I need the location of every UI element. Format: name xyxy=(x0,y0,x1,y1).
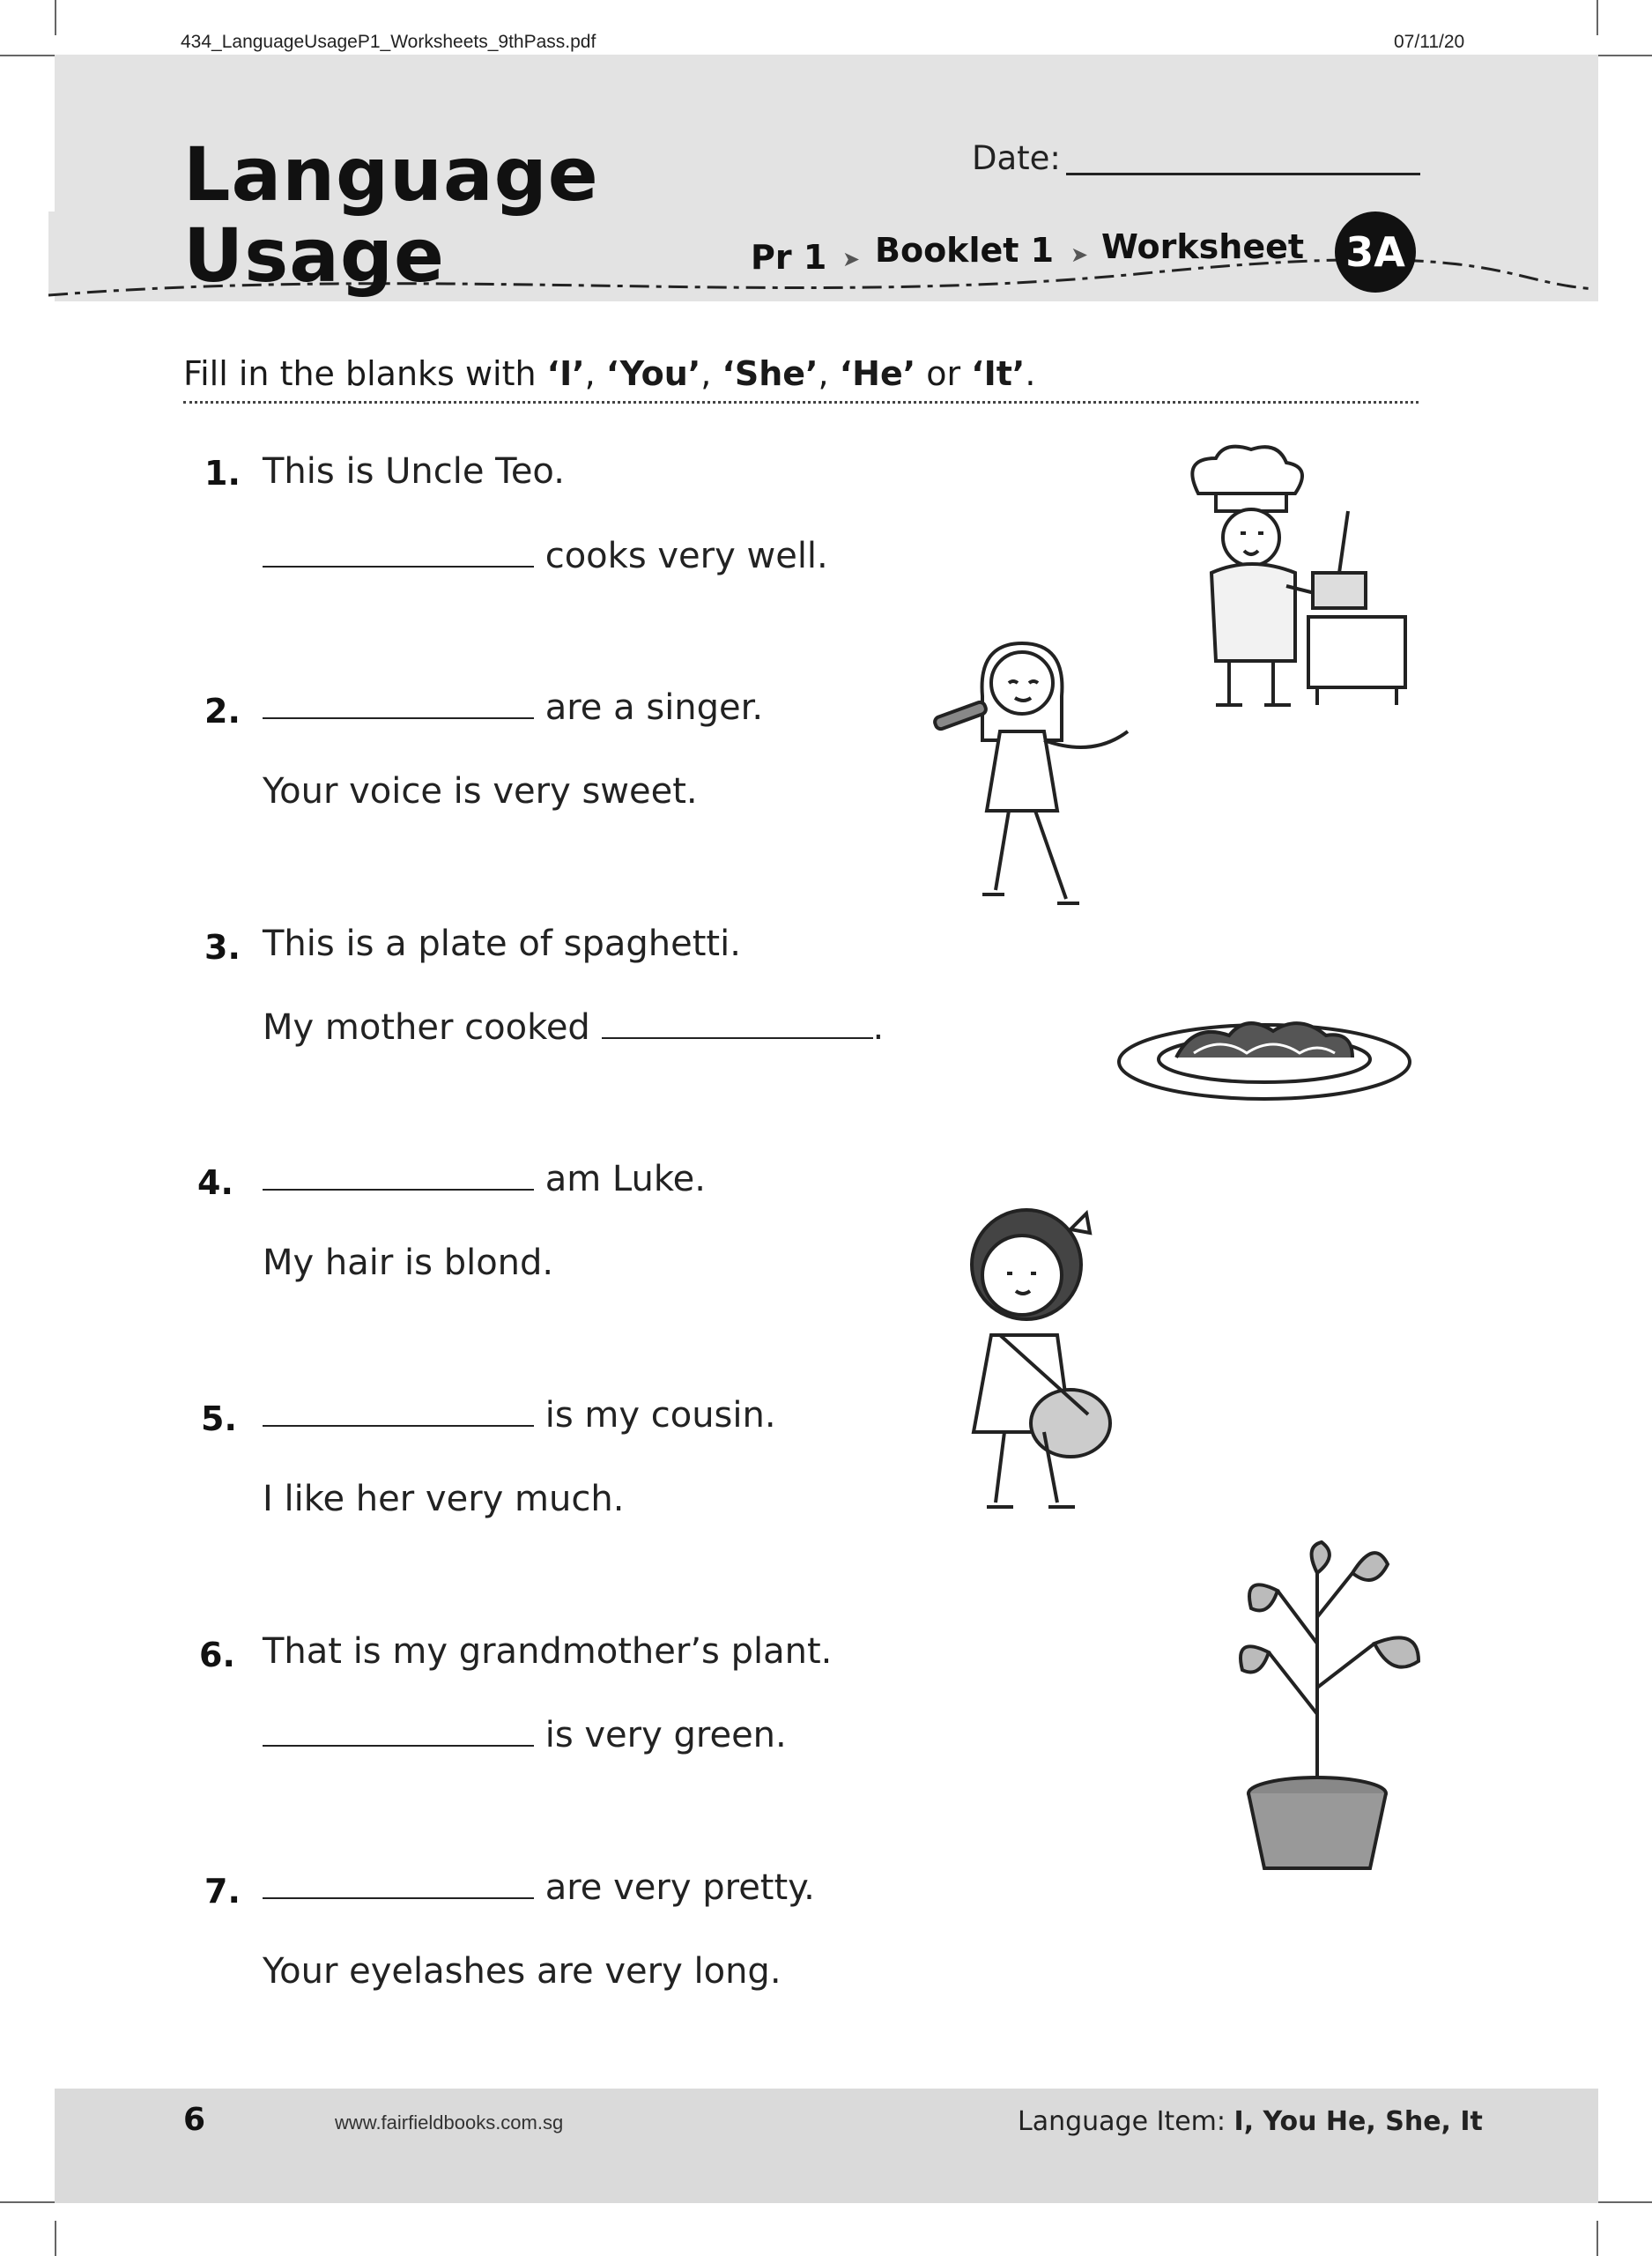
title-line-2: Usage xyxy=(183,212,445,299)
question-1-line-1: This is Uncle Teo. xyxy=(263,451,565,492)
question-3-line-2: My mother cooked . xyxy=(263,1007,885,1048)
answer-blank[interactable] xyxy=(263,539,534,568)
question-7-line-1: are very pretty. xyxy=(263,1867,815,1908)
crop-mark xyxy=(0,2201,55,2203)
question-number: 2. xyxy=(204,692,241,731)
worksheet-label: Worksheet xyxy=(1101,227,1305,266)
spaghetti-plate-illustration xyxy=(1115,1005,1414,1110)
answer-blank[interactable] xyxy=(263,1718,534,1747)
question-number: 6. xyxy=(199,1636,235,1674)
crop-mark xyxy=(1596,0,1598,35)
crop-mark xyxy=(0,55,55,56)
crop-mark xyxy=(1597,55,1652,56)
question-number: 4. xyxy=(197,1163,233,1202)
question-number: 5. xyxy=(201,1399,237,1438)
booklet-label: Booklet 1 xyxy=(875,231,1055,270)
instruction: Fill in the blanks with ‘I’, ‘You’, ‘She’, ‘He’ or ‘It’. xyxy=(183,354,1036,393)
instruction-dotted-rule xyxy=(183,401,1419,404)
page-number: 6 xyxy=(183,2102,206,2138)
question-2-line-2: Your voice is very sweet. xyxy=(263,771,698,812)
worksheet-id-badge: 3A xyxy=(1335,212,1416,293)
question-3-line-1: This is a plate of spaghetti. xyxy=(263,924,741,964)
arrow-cursor-icon: ➤ xyxy=(1070,242,1089,267)
chef-illustration xyxy=(1163,441,1410,723)
arrow-cursor-icon: ➤ xyxy=(842,247,861,271)
publisher-website: www.fairfieldbooks.com.sg xyxy=(335,2111,564,2134)
crop-mark xyxy=(55,2221,56,2256)
question-2-line-1: are a singer. xyxy=(263,687,763,728)
date-label: Date: xyxy=(972,139,1061,177)
question-4-line-2: My hair is blond. xyxy=(263,1243,554,1283)
date-input-line xyxy=(1066,173,1420,175)
crop-mark xyxy=(1597,2201,1652,2203)
answer-blank[interactable] xyxy=(602,1011,873,1039)
answer-blank[interactable] xyxy=(263,691,534,719)
language-item: Language Item: I, You He, She, It xyxy=(1018,2106,1483,2137)
answer-blank[interactable] xyxy=(263,1871,534,1899)
girl-with-bag-illustration xyxy=(938,1203,1115,1555)
potted-plant-illustration xyxy=(1198,1538,1436,1873)
question-number: 1. xyxy=(204,454,241,493)
question-5-line-1: is my cousin. xyxy=(263,1395,776,1436)
question-5-line-2: I like her very much. xyxy=(263,1479,625,1519)
singer-girl-illustration xyxy=(916,634,1145,925)
question-7-line-2: Your eyelashes are very long. xyxy=(263,1951,782,1992)
page-title xyxy=(183,131,599,299)
question-6-line-2: is very green. xyxy=(263,1715,787,1755)
crop-mark xyxy=(55,0,56,35)
answer-blank[interactable] xyxy=(263,1399,534,1427)
question-number: 7. xyxy=(204,1872,241,1911)
crop-mark xyxy=(1596,2221,1598,2256)
question-number: 3. xyxy=(204,928,241,967)
title-line-1: Language xyxy=(183,131,599,218)
question-1-line-2: cooks very well. xyxy=(263,536,828,576)
level-label: Pr 1 xyxy=(751,238,827,277)
print-filename: 434_LanguageUsageP1_Worksheets_9thPass.pdf xyxy=(181,32,596,52)
question-6-line-1: That is my grandmother’s plant. xyxy=(263,1631,833,1672)
answer-blank[interactable] xyxy=(263,1162,534,1191)
print-date: 07/11/20 xyxy=(1394,32,1465,52)
question-4-line-1: am Luke. xyxy=(263,1159,706,1199)
